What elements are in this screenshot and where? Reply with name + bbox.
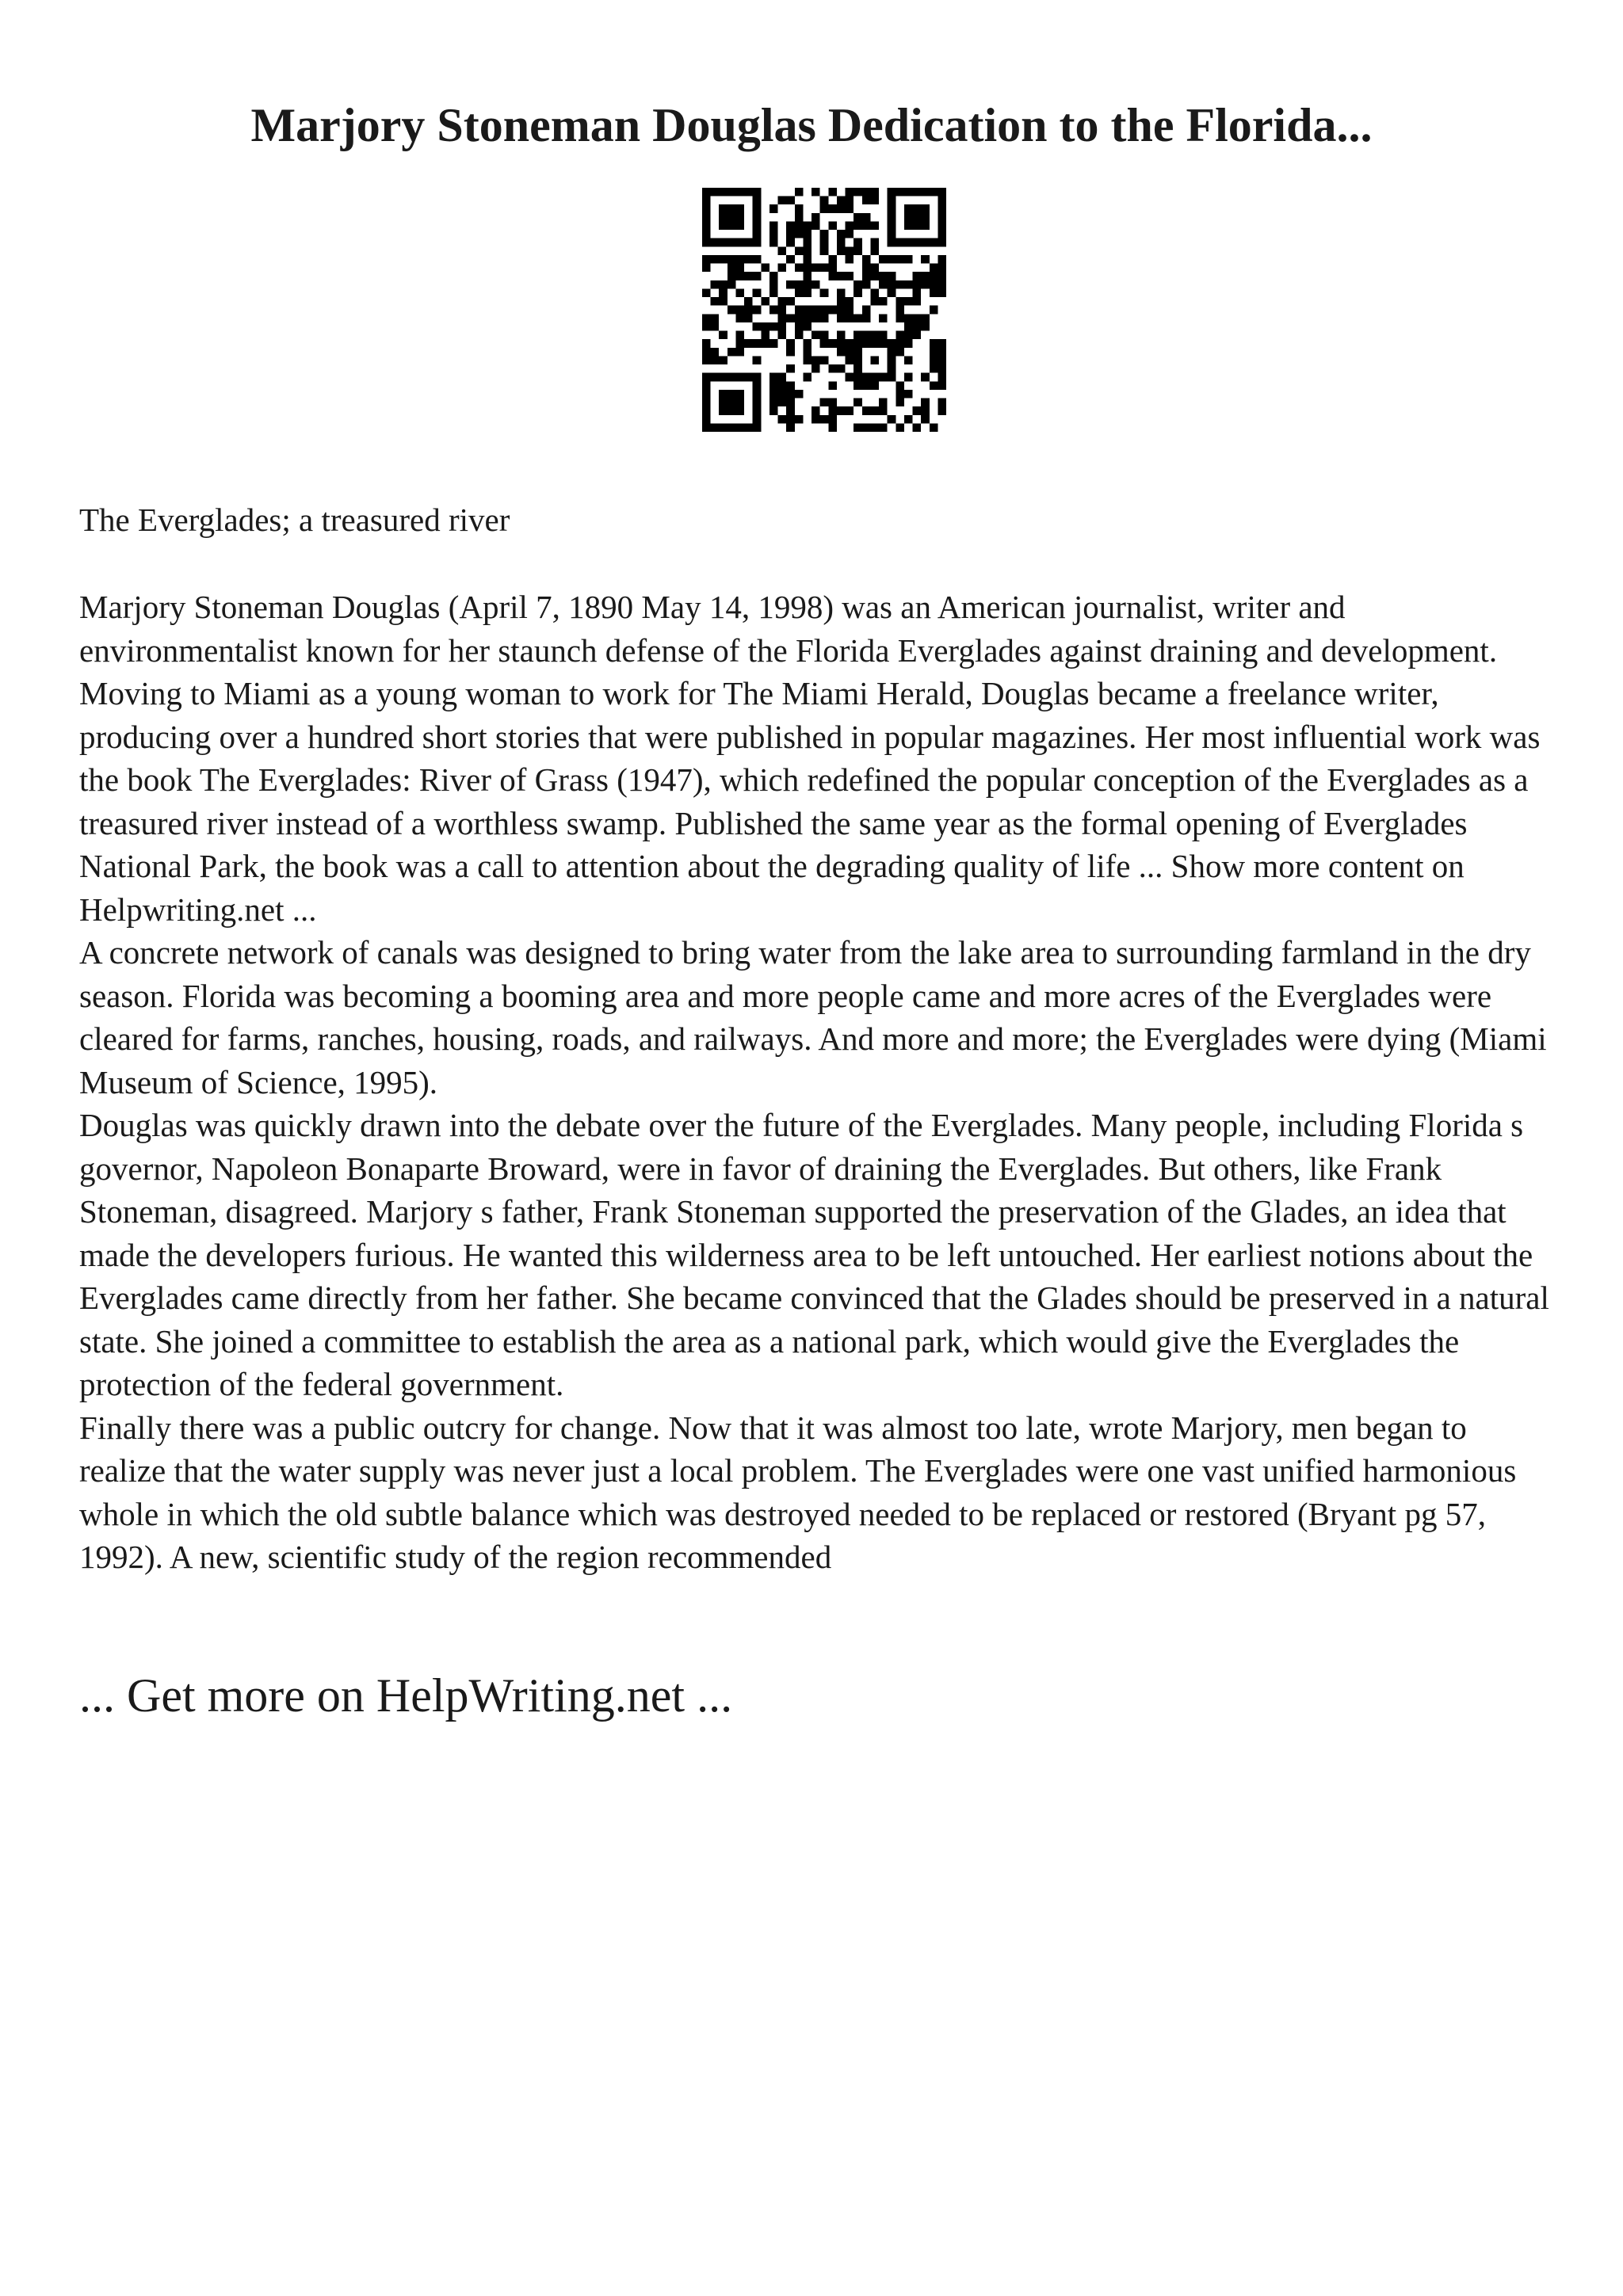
article-body [79, 585, 1561, 1579]
qr-code-icon [702, 188, 946, 432]
paragraph: A concrete network of canals was designed to bring water from the lake area to surrounding farmland in the dry season. Florida was becoming a booming area and more people came and more acres of the Everglades were cleared for farms, ranches, housing, roads, and railways. And more and more; the Everglades were dying (Miami Museum of Science, 1995). [79, 934, 1547, 1100]
paragraph: Finally there was a public outcry for change. Now that it was almost too late, wrote Marjory, men began to realize that the water supply was never just a local problem. The Everglades were one vast unified harmonious whole in which the old subtle balance which was destroyed needed to be replaced or restored (Bryant pg 57, 1992). A new, scientific study of the region recommended [79, 1409, 1517, 1575]
document-subtitle: The Everglades; a treasured river [79, 502, 510, 538]
paragraph: Marjory Stoneman Douglas (April 7, 1890 May 14, 1998) was an American journalist, writer and environmentalist known for her staunch defense of the Florida Everglades against draining and development. Moving to Miami as a young woman to work for The Miami Herald, Douglas became a freelance writer, producing over a hundred short stories that were published in popular magazines. Her most influential work was the book The Everglades: River of Grass (1947), which redefined the popular conception of the Everglades as a treasured river instead of a worthless swamp. Published the same year as the formal opening of Everglades National Park, the book was a call to attention about the degrading quality of life ... Show more content on Helpwriting.net ... [79, 589, 1541, 928]
page-title: Marjory Stoneman Douglas Dedication to the Florida... [250, 99, 1373, 151]
qr-code-graphic [702, 188, 946, 432]
paragraph: Douglas was quickly drawn into the debate over the future of the Everglades. Many people, including Florida s governor, Napoleon Bonaparte Broward, were in favor of draining the Everglades. But others, like Frank Stoneman, disagreed. Marjory s father, Frank Stoneman supported the preservation of the Glades, an idea that made the developers furious. He wanted this wilderness area to be left untouched. Her earliest notions about the Everglades came directly from her father. She became convinced that the Glades should be preserved in a natural state. She joined a committee to establish the area as a national park, which would give the Everglades the protection of the federal government. [79, 1107, 1549, 1402]
get-more-link[interactable]: ... Get more on HelpWriting.net ... [79, 1669, 733, 1722]
